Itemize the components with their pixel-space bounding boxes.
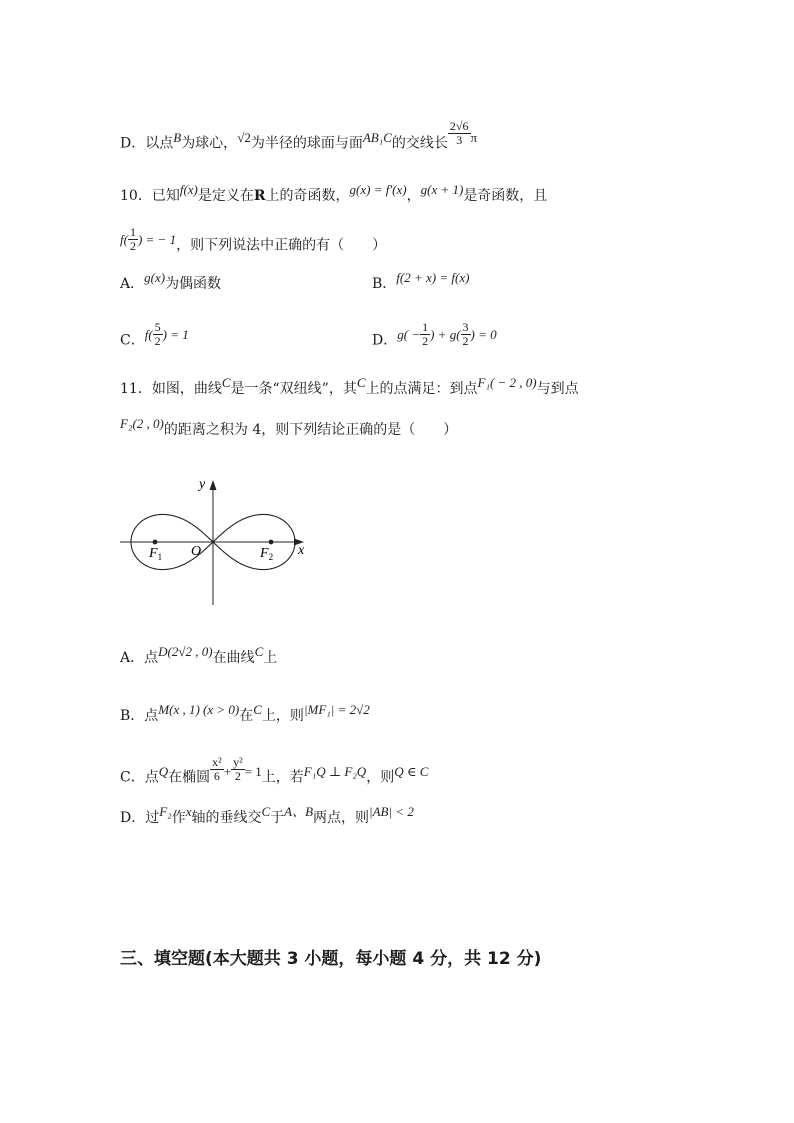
fraction: $\frac{5}{2}$ xyxy=(154,320,161,348)
q10-option-c: C．f( $\frac{5}{2}$ ) = 1 xyxy=(120,320,189,349)
focus-f2-point xyxy=(269,540,274,545)
question-number: 10． xyxy=(120,188,152,204)
focus-f1-point xyxy=(153,540,158,545)
q9-option-d: D．以点B为球心，√2为半径的球面与面AB₁C的交线长 $\frac{2√6}{3}$ π xyxy=(120,119,478,152)
fraction: $\frac{\text{y²}}{2}$ xyxy=(233,755,243,783)
option-label: D． xyxy=(120,135,146,152)
lemniscate-figure xyxy=(118,472,318,612)
q10-option-b: B．f(2 + x) = f(x) xyxy=(372,270,470,292)
q10-option-a: A．g(x)为偶函数 xyxy=(120,270,222,292)
q10-option-d: D．g( − $\frac{1}{2}$ ) + g( $\frac{3}{2}$ ) = 0 xyxy=(372,320,497,349)
q11-stem-line1: 11．如图，曲线C是一条“双纽线”，其C上的点满足：到点F₁( − 2 , 0)与到点 xyxy=(120,375,579,397)
q11-option-a: A．点D(2√2 , 0)在曲线C上 xyxy=(120,644,278,666)
question-number: 11． xyxy=(120,381,152,397)
fraction: $\frac{2√6}{3}$ xyxy=(449,119,469,147)
q11-option-d: D．过F₂作x轴的垂线交C于A、B两点，则|AB| < 2 xyxy=(120,804,414,826)
q10-stem-line1: 10．已知f(x)是定义在R上的奇函数，g(x) = f′(x)，g(x + 1)是奇函数，且 xyxy=(120,182,548,204)
y-axis-arrow xyxy=(210,480,217,490)
section-heading: 三、填空题(本大题共 3 小题，每小题 4 分，共 12 分) xyxy=(120,949,542,969)
fraction: $\frac{1}{2}$ xyxy=(422,320,429,348)
q11-stem-line2: F₂(2 , 0)的距离之积为 4，则下列结论正确的是（ ） xyxy=(120,416,458,438)
q11-option-b: B．点M(x , 1) (x > 0)在C上，则|MF₁| = 2√2 xyxy=(120,702,370,724)
q11-option-c: C．点Q在椭圆 $\frac{\text{x²}}{6}$ + $\frac{\text{y²}}{2}$ = 1上，若F₁Q ⊥ F₂Q，则Q ∈ C xyxy=(120,755,429,786)
fraction: $\frac{3}{2}$ xyxy=(462,320,469,348)
q10-stem-line2: f( $\frac{1}{2}$ ) = − 1，则下列说法中正确的有（ ） xyxy=(120,225,387,254)
origin-label: O xyxy=(191,544,202,559)
x-axis-label: x xyxy=(298,543,305,558)
f1-label: $F_1$ xyxy=(149,546,163,562)
fraction: $\frac{1}{2}$ xyxy=(129,225,136,253)
fraction: $\frac{\text{x²}}{6}$ xyxy=(212,755,222,783)
y-axis-label: y xyxy=(199,477,206,492)
f2-label: $F_2$ xyxy=(260,546,274,562)
